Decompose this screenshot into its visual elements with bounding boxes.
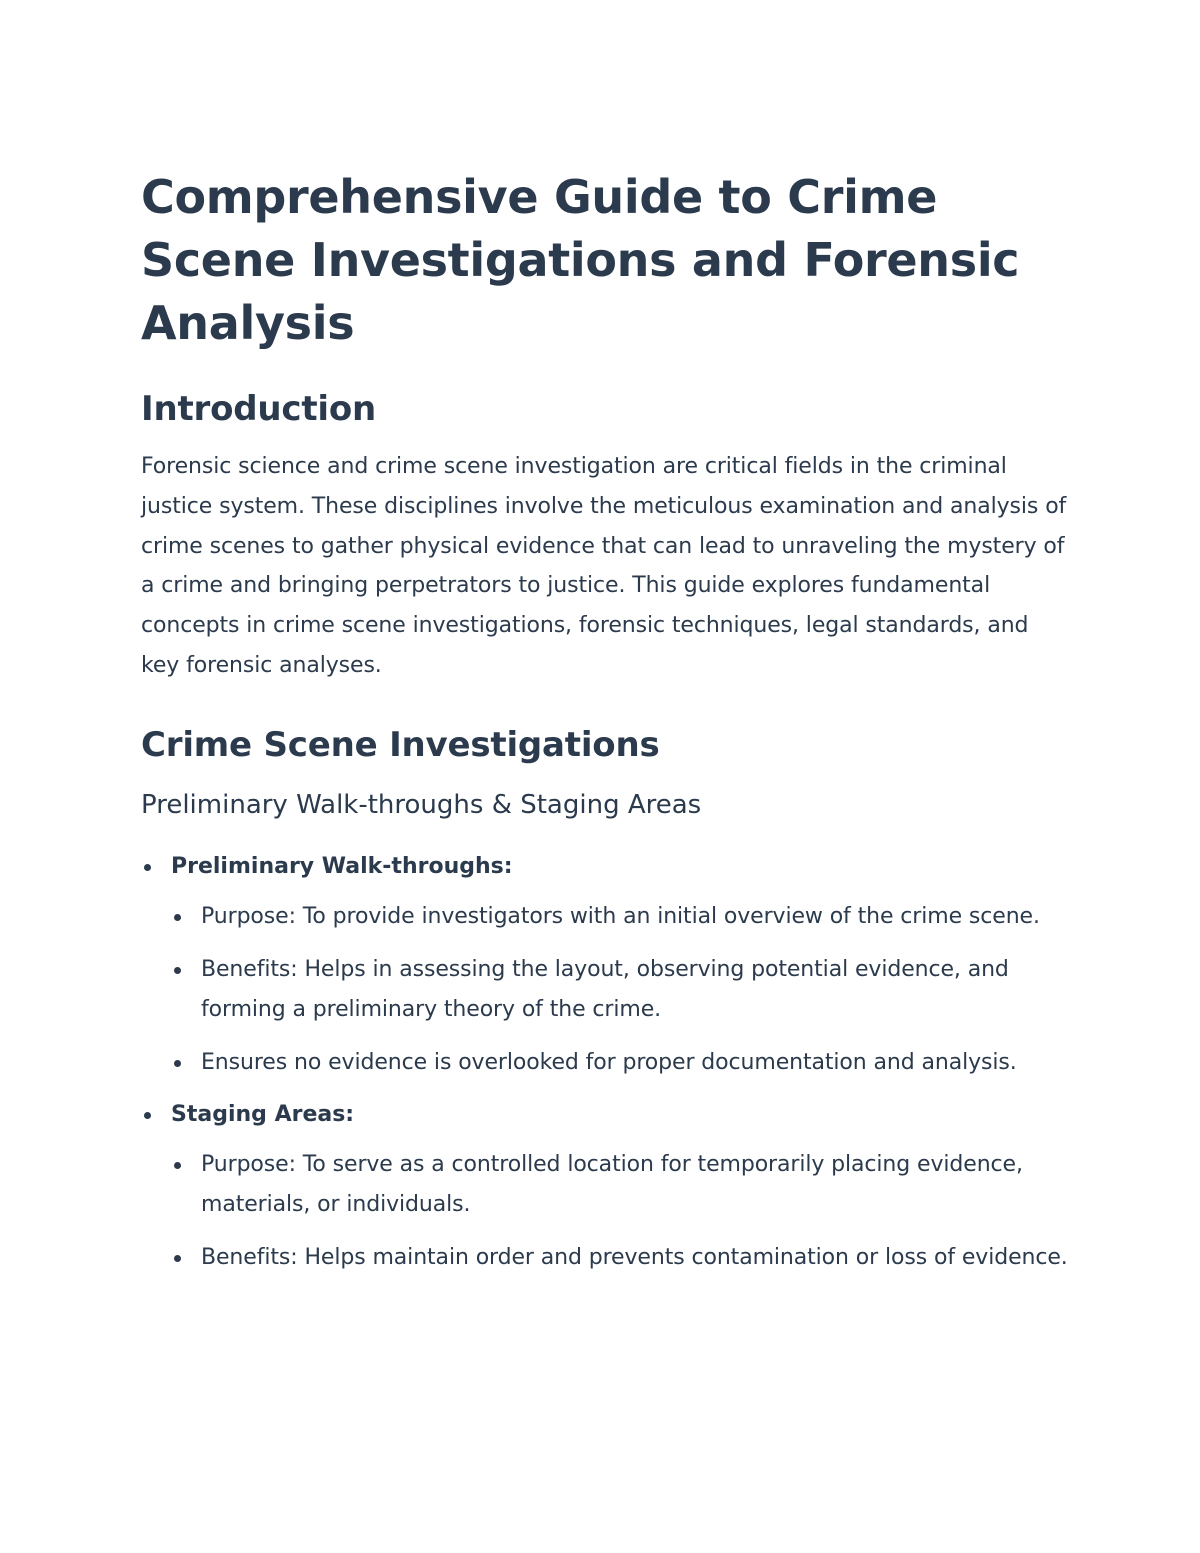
list-item: Purpose: To provide investigators with an initial overview of the crime scene. bbox=[171, 897, 1071, 937]
document-page bbox=[141, 166, 1071, 1278]
list-item-preliminary-walkthroughs bbox=[141, 847, 1071, 1083]
list-item: Benefits: Helps maintain order and prevents contamination or loss of evidence. bbox=[171, 1238, 1071, 1278]
staging-areas-sublist bbox=[171, 1145, 1071, 1278]
introduction-heading: Introduction bbox=[141, 389, 377, 429]
list-item: Benefits: Helps in assessing the layout, observing potential evidence, and forming a preliminary theory of the crime. bbox=[171, 950, 1071, 1030]
csi-topic-list bbox=[141, 847, 1071, 1278]
list-item: Purpose: To serve as a controlled location for temporarily placing evidence, materials, or individuals. bbox=[171, 1145, 1071, 1225]
walkthroughs-sublist bbox=[171, 897, 1071, 1083]
list-item-staging-areas bbox=[141, 1095, 1071, 1278]
list-item-label: Preliminary Walk-throughs: bbox=[171, 853, 513, 879]
list-item-label: Staging Areas: bbox=[171, 1101, 355, 1127]
introduction-paragraph: Forensic science and crime scene investigation are critical fields in the criminal justice system. These disciplines involve the meticulous examination and analysis of crime scenes to gather physical evidence that can lead to unraveling the mystery of a crime and bringing perpetrators to justice. This guide explores fundamental concepts in crime scene investigations, forensic techniques, legal standards, and key forensic analyses. bbox=[141, 454, 1067, 678]
list-item: Ensures no evidence is overlooked for proper documentation and analysis. bbox=[171, 1043, 1071, 1083]
document-title: Comprehensive Guide to Crime Scene Investigations and Forensic Analysis bbox=[141, 170, 1020, 350]
crime-scene-investigations-heading: Crime Scene Investigations bbox=[141, 724, 660, 765]
walkthroughs-staging-subheading: Preliminary Walk-throughs & Staging Areas bbox=[141, 789, 702, 820]
